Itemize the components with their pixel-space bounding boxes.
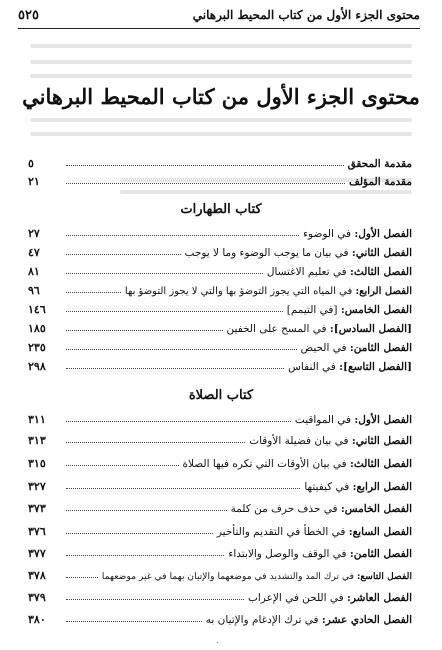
entry-label: الفصل الثامن: xyxy=(349,548,412,560)
page-speck: . xyxy=(216,636,219,645)
dot-leader xyxy=(66,465,179,466)
entry-label: الفصل الثالث: xyxy=(349,266,412,278)
page-number: ٥٢٥ xyxy=(18,7,39,23)
entry-text: في الوقف والوصل والابتداء xyxy=(228,548,350,560)
toc-entry xyxy=(28,564,412,582)
entry-page-number: ٢٧ xyxy=(28,227,40,240)
entry-text: في حذف حرف من كلمة xyxy=(230,503,341,515)
dot-leader xyxy=(66,533,213,534)
entry-text: في النفاس xyxy=(288,361,340,373)
entry-label: الفصل العاشر: xyxy=(347,592,412,604)
entry-page-number: ١٤٦ xyxy=(28,303,46,316)
entry-label: الفصل التاسع: xyxy=(356,571,412,582)
entry-label: الفصل الخامس: xyxy=(340,503,412,515)
toc-entry xyxy=(28,452,412,470)
entry-page-number: ٢٩٨ xyxy=(28,360,46,373)
entry-page-number: ٣٧٣ xyxy=(28,502,46,515)
dot-leader xyxy=(66,510,227,511)
entry-label: الفصل الأول: xyxy=(354,414,412,426)
entry-page-number: ٣١١ xyxy=(28,413,46,426)
bleed-through-line xyxy=(30,74,412,78)
entry-text: في المسح على الخفين xyxy=(226,323,330,335)
entry-page-number: ٣٧٦ xyxy=(28,525,46,538)
toc-entry xyxy=(28,497,412,515)
entry-label: الفصل الخامس: xyxy=(340,304,412,316)
dot-leader xyxy=(66,165,344,166)
toc-entry xyxy=(28,608,412,626)
dot-leader xyxy=(66,621,202,622)
entry-label: الفصل الثامن: xyxy=(349,342,412,354)
toc-entry xyxy=(28,586,412,604)
entry-label: [الفصل السادس]: xyxy=(329,323,412,335)
main-title: محتوى الجزء الأول من كتاب المحيط البرهاني xyxy=(22,84,420,109)
toc-entry xyxy=(28,317,412,335)
entry-label: مقدمة المؤلف xyxy=(348,176,412,188)
dot-leader xyxy=(66,311,283,312)
toc-entry xyxy=(28,279,412,297)
toc-entry xyxy=(28,152,412,170)
header-rule xyxy=(18,28,420,29)
dot-leader xyxy=(66,330,223,331)
toc-entry xyxy=(28,260,412,278)
dot-leader xyxy=(66,488,300,489)
entry-page-number: ٣٧٩ xyxy=(28,591,46,604)
entry-text: في الوضوء xyxy=(303,228,355,240)
entry-page-number: ٩٦ xyxy=(28,284,40,297)
toc-entry xyxy=(28,298,412,316)
entry-label: الفصل الثاني: xyxy=(351,435,412,447)
toc-entry xyxy=(28,336,412,354)
dot-leader xyxy=(66,577,98,578)
entry-label: الفصل السابع: xyxy=(348,526,412,538)
entry-text: في المياه التي يجوز التوضؤ بها والتي لا يجوز التوضؤ بها xyxy=(124,286,356,297)
entry-text: في اللحن في الإعراب xyxy=(247,592,347,604)
toc-entry xyxy=(28,429,412,447)
entry-page-number: ١٨٥ xyxy=(28,322,46,335)
toc-entry xyxy=(28,408,412,426)
running-header xyxy=(18,4,420,26)
toc-entry xyxy=(28,241,412,259)
entry-text: في الحيض xyxy=(300,342,350,354)
entry-text: في تعليم الاغتسال xyxy=(266,266,350,278)
entry-label: الفصل الحادي عشر: xyxy=(321,614,412,626)
entry-label: الفصل الرابع: xyxy=(355,286,412,297)
dot-leader xyxy=(66,599,244,600)
entry-label: [الفصل التاسع]: xyxy=(339,361,412,373)
entry-page-number: ٣٢٧ xyxy=(28,480,46,493)
toc-entry xyxy=(28,222,412,240)
entry-text: في بيان الأوقات التي تكره فيها الصلاة xyxy=(182,458,350,470)
toc-entry xyxy=(28,520,412,538)
toc-entry xyxy=(28,355,412,373)
dot-leader xyxy=(66,555,224,556)
toc-entry xyxy=(28,542,412,560)
entry-page-number: ٣٧٧ xyxy=(28,547,46,560)
entry-label: الفصل الرابع: xyxy=(352,481,412,493)
entry-page-number: ٣٧٨ xyxy=(28,569,46,582)
entry-page-number: ٣١٥ xyxy=(28,457,46,470)
bleed-through-line xyxy=(30,118,412,122)
entry-label: مقدمة المحقق xyxy=(347,158,412,170)
dot-leader xyxy=(66,349,297,350)
running-header-title: محتوى الجزء الأول من كتاب المحيط البرهاني xyxy=(192,8,420,22)
dot-leader xyxy=(66,254,181,255)
section-heading: كتاب الطهارات xyxy=(180,202,262,217)
entry-text: في بيان ما يوجب الوضوء وما لا يوجب xyxy=(184,247,352,259)
entry-page-number: ٢٣٥ xyxy=(28,341,46,354)
entry-page-number: ٥ xyxy=(28,157,34,170)
entry-page-number: ٨١ xyxy=(28,265,40,278)
dot-leader xyxy=(66,442,245,443)
dot-leader xyxy=(66,368,284,369)
dot-leader xyxy=(66,421,291,422)
toc-entry xyxy=(28,475,412,493)
entry-label: الفصل الثاني: xyxy=(351,247,412,259)
entry-label: الفصل الأول: xyxy=(354,228,412,240)
entry-page-number: ٣١٣ xyxy=(28,434,46,447)
dot-leader xyxy=(66,235,299,236)
bleed-through-line xyxy=(120,190,412,194)
entry-text: في المواقيت xyxy=(294,414,355,426)
toc-entry xyxy=(28,170,412,188)
entry-page-number: ٢١ xyxy=(28,175,40,188)
entry-text: [في التيمم] xyxy=(286,304,341,316)
entry-page-number: ٤٧ xyxy=(28,246,40,259)
section-heading: كتاب الصلاة xyxy=(188,388,254,403)
entry-text: في ترك المد والتشديد في موضعهما والإتيان بهما في غير موضعهما xyxy=(101,571,357,582)
entry-text: في كيفيتها xyxy=(304,481,353,493)
dot-leader xyxy=(66,273,263,274)
entry-text: في بيان فضيلة الأوقات xyxy=(249,435,352,447)
entry-label: الفصل الثالث: xyxy=(349,458,412,470)
bleed-through-line xyxy=(30,60,412,64)
dot-leader xyxy=(66,183,345,184)
dot-leader xyxy=(66,292,121,293)
bleed-through-line xyxy=(30,132,412,136)
entry-text: في الخطأ في التقديم والتأخير xyxy=(216,526,349,538)
bleed-through-line xyxy=(30,44,412,48)
entry-text: في ترك الإدغام والإتيان به xyxy=(205,614,322,626)
entry-page-number: ٣٨٠ xyxy=(28,613,46,626)
